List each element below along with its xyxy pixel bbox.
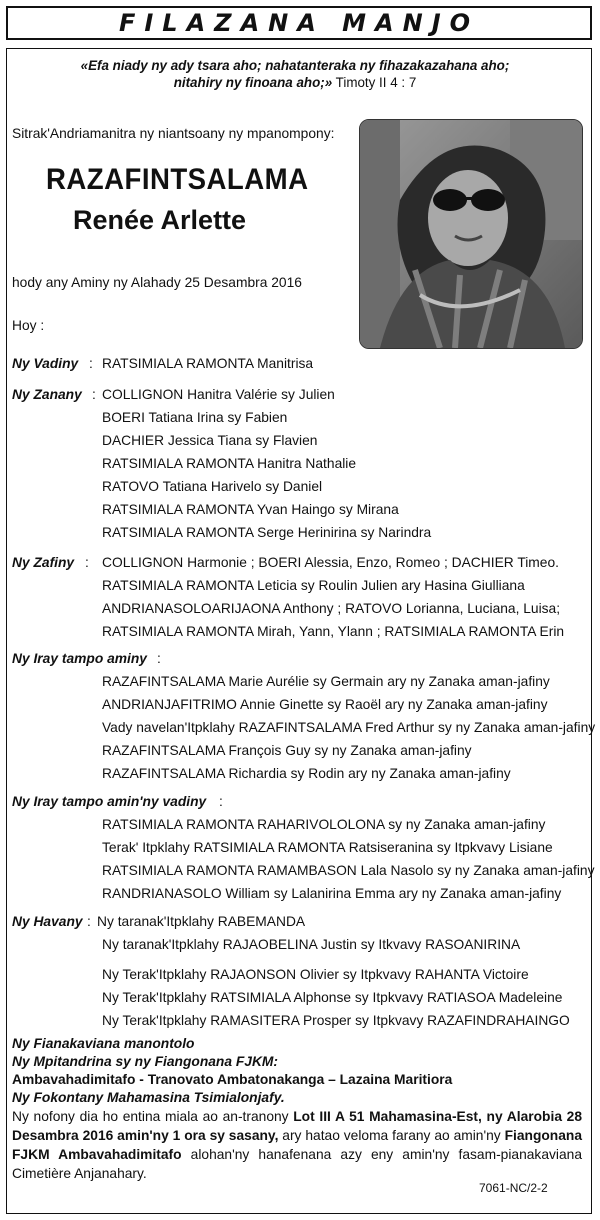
iray-tampo-vadiny-separator: :	[219, 794, 223, 809]
church-line-4: Ny Fokontany Mahamasina Tsimialonjafy.	[12, 1090, 285, 1105]
vadiny-line: RATSIMIALA RAMONTA Manitrisa	[102, 356, 314, 371]
zafiny-separator: :	[85, 555, 89, 570]
iray-tampo-vadiny-label-text: Ny Iray tampo amin'ny vadiny	[12, 794, 207, 809]
zanany-line-7: RATSIMIALA RAMONTA Serge Herinirina sy Narindra	[102, 525, 432, 540]
iray-tampo-line-1: RAZAFINTSALAMA Marie Aurélie sy Germain ary ny Zanaka aman-jafiny	[102, 674, 550, 689]
church-line-3: Ambavahadimitafo - Tranovato Ambatonakanga – Lazaina Maritiora	[12, 1072, 453, 1087]
iray-tampo-vadiny-line-2: Terak' Itpklahy RATSIMIALA RAMONTA Ratsiseranina sy Itpkvavy Lisiane	[102, 840, 553, 855]
hoy-label: Hoy :	[12, 318, 45, 333]
zanany-label	[12, 386, 82, 403]
iray-tampo-line-4: RAZAFINTSALAMA François Guy sy ny Zanaka aman-jafiny	[102, 743, 472, 758]
havany-line-2: Ny taranak'Itpklahy RAJAOBELINA Justin sy Itkvavy RASOANIRINA	[102, 937, 521, 952]
zafiny-line-3: ANDRIANASOLOARIJAONA Anthony ; RATOVO Lorianna, Luciana, Luisa;	[102, 601, 561, 616]
havany-line-3: Ny Terak'Itpklahy RAJAONSON Olivier sy Itpkvavy RAHANTA Victoire	[102, 967, 529, 982]
iray-tampo-label-text: Ny Iray tampo aminy	[12, 651, 147, 666]
quote-line-2	[7, 74, 583, 91]
intro-text: Sitrak'Andriamanitra ny niantsoany ny mpanompony:	[12, 126, 335, 141]
havany-line-5: Ny Terak'Itpklahy RAMASITERA Prosper sy Itpkvavy RAZAFINDRAHAINGO	[102, 1013, 570, 1028]
zafiny-label	[12, 554, 74, 571]
havany-line-4: Ny Terak'Itpklahy RATSIMIALA Alphonse sy Itpkvavy RATIASOA Madeleine	[102, 990, 563, 1005]
quote-line-1: «Efa niady ny ady tsara aho; nahatanteraka ny fihazakazahana aho;	[80, 58, 510, 73]
zafiny-label-text: Ny Zafiny	[12, 555, 75, 570]
zafiny-line-2: RATSIMIALA RAMONTA Leticia sy Roulin Julien ary Hasina Giulliana	[102, 578, 525, 593]
iray-tampo-line-2: ANDRIANJAFITRIMO Annie Ginette sy Raoël ary ny Zanaka aman-jafiny	[102, 697, 548, 712]
iray-tampo-separator: :	[157, 651, 161, 666]
zanany-separator: :	[92, 387, 96, 402]
havany-label	[12, 913, 83, 930]
zanany-line-2: BOERI Tatiana Irina sy Fabien	[102, 410, 288, 425]
funeral-church: Fiangonana FJKM Ambavahadimitafo	[12, 1128, 582, 1162]
zanany-line-3: DACHIER Jessica Tiana sy Flavien	[102, 433, 318, 448]
funeral-details-paragraph	[12, 1107, 582, 1183]
zanany-line-5: RATOVO Tatiana Harivelo sy Daniel	[102, 479, 323, 494]
zafiny-line-1: COLLIGNON Harmonie ; BOERI Alessia, Enzo, Romeo ; DACHIER Timeo.	[102, 555, 559, 570]
iray-tampo-vadiny-line-4: RANDRIANASOLO William sy Lalanirina Emma ary ny Zanaka aman-jafiny	[102, 886, 562, 901]
quote-line-2-text: nitahiry ny finoana aho;»	[173, 75, 333, 90]
funeral-text-2: ary hatao veloma farany ao amin'ny	[278, 1128, 505, 1143]
quote-reference: Timoty II 4 : 7	[332, 75, 417, 90]
iray-tampo-vadiny-label	[12, 793, 206, 810]
zanany-line-6: RATSIMIALA RAMONTA Yvan Haingo sy Mirana	[102, 502, 399, 517]
church-line-2: Ny Mpitandrina sy ny Fiangonana FJKM:	[12, 1054, 279, 1069]
havany-label-text: Ny Havany	[12, 914, 83, 929]
funeral-text-3: alohan'ny hanafenana azy eny amin'ny fasam-pianakaviana Cimetière Anjanahary.	[12, 1147, 582, 1181]
havany-line-1: Ny taranak'Itpklahy RABEMANDA	[97, 914, 306, 929]
vadiny-separator: :	[89, 356, 93, 371]
iray-tampo-vadiny-line-3: RATSIMIALA RAMONTA RAMAMBASON Lala Nasolo sy ny Zanaka aman-jafiny	[102, 863, 595, 878]
deceased-given-name: Renée Arlette	[73, 205, 247, 235]
notice-title: FILAZANA MANJO	[118, 9, 480, 37]
iray-tampo-line-5: RAZAFINTSALAMA Richardia sy Rodin ary ny Zanaka aman-jafiny	[102, 766, 511, 781]
zanany-line-1: COLLIGNON Hanitra Valérie sy Julien	[102, 387, 335, 402]
iray-tampo-label	[12, 650, 147, 667]
notice-body	[6, 48, 596, 1214]
funeral-text-1: Ny nofony dia ho entina miala ao an-tranony	[12, 1109, 294, 1124]
deceased-portrait-photo	[359, 119, 583, 349]
reference-code: 7061-NC/2-2	[479, 1181, 548, 1195]
portrait-illustration	[360, 120, 582, 348]
church-line-1: Ny Fianakaviana manontolo	[12, 1036, 195, 1051]
zanany-label-text: Ny Zanany	[12, 387, 82, 402]
notice-header	[6, 6, 592, 40]
deceased-surname: RAZAFINTSALAMA	[46, 163, 309, 196]
death-date-line: hody any Aminy ny Alahady 25 Desambra 2016	[12, 275, 302, 290]
havany-separator: :	[87, 914, 91, 929]
funeral-address-date: Lot III A 51 Mahamasina-Est, ny Alarobia 28 Desambra 2016 amin'ny 1 ora sy sasany,	[12, 1109, 583, 1143]
vadiny-section	[12, 355, 78, 372]
iray-tampo-vadiny-line-1: RATSIMIALA RAMONTA RAHARIVOLOLONA sy ny Zanaka aman-jafiny	[102, 817, 546, 832]
zanany-line-4: RATSIMIALA RAMONTA Hanitra Nathalie	[102, 456, 357, 471]
bible-quote	[7, 57, 583, 91]
vadiny-label: Ny Vadiny	[12, 356, 79, 371]
zafiny-line-4: RATSIMIALA RAMONTA Mirah, Yann, Ylann ; RATSIMIALA RAMONTA Erin	[102, 624, 565, 639]
iray-tampo-line-3: Vady navelan'Itpklahy RAZAFINTSALAMA Fred Arthur sy ny Zanaka aman-jafiny	[102, 720, 596, 735]
